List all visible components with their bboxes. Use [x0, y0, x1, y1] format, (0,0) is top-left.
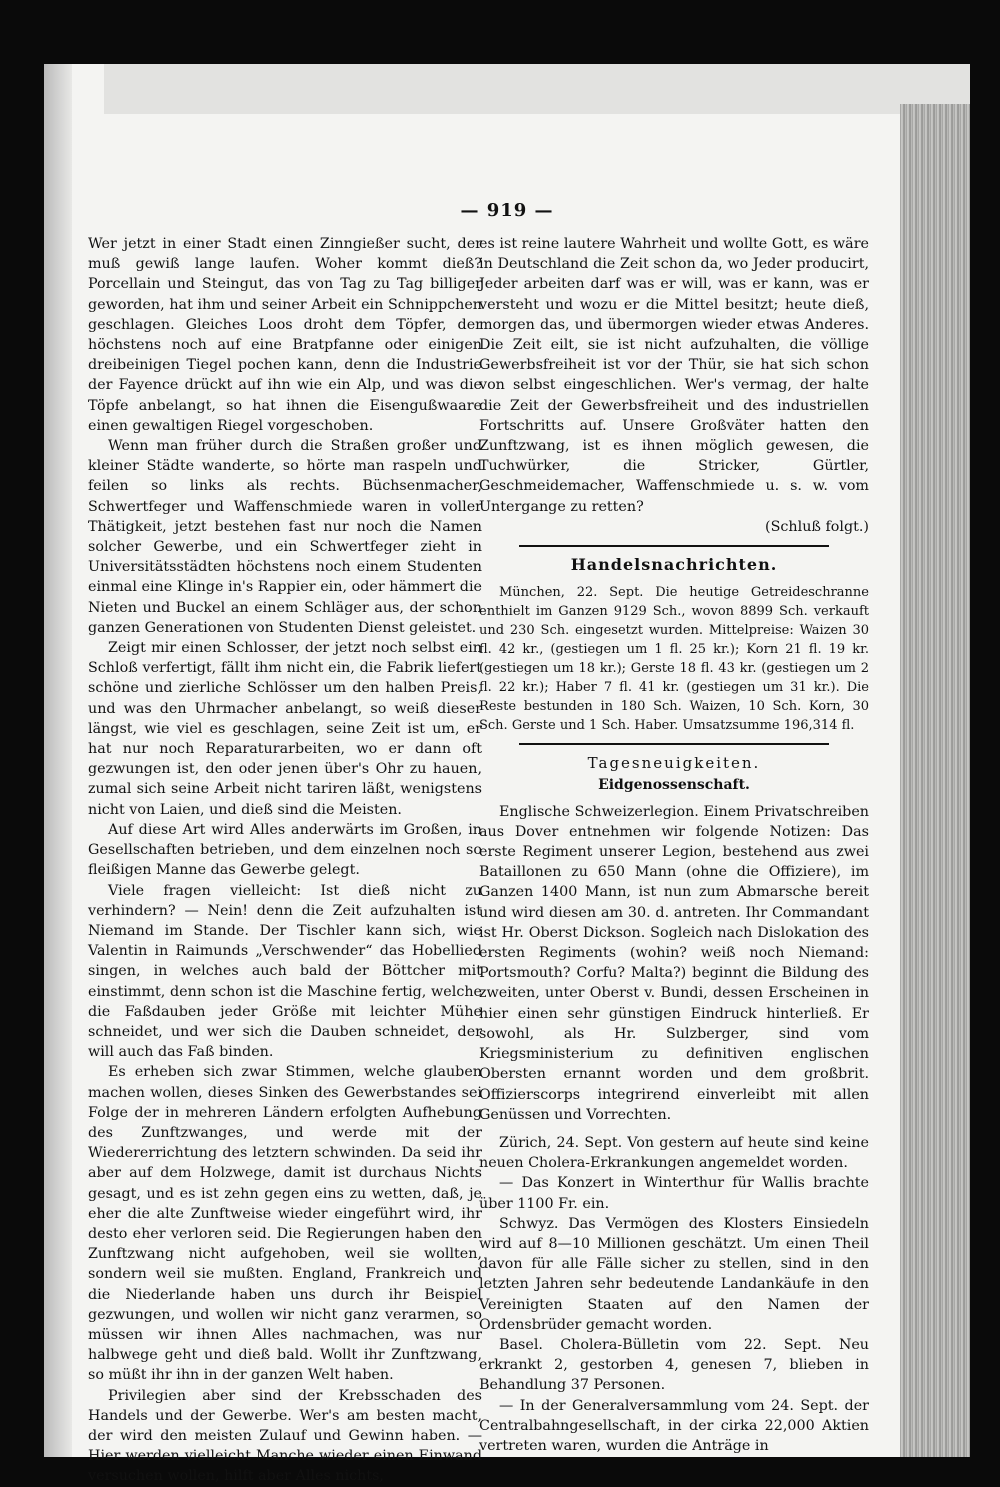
news-item: Englische Schweizerlegion. Einem Privatschreiben aus Dover entnehmen wir folgende Notizen: Das erste Regiment unserer Legion, bestehend aus zwei Bataillonen zu 650 Mann (ohne die Offiziere), im Ganzen 1400 Mann, ist nun zum Abmarsche bereit und wird diesen am 30. d. antreten. Ihr Commandant ist Hr. Oberst Dickson. Sogleich nach Dislokation des ersten Regiments (wohin? weiß noch Niemand: Portsmouth? Corfu? Malta?) beginnt die Bildung des zweiten, unter Oberst v. Bundi, dessen Erscheinen in hier einen sehr günstigen Eindruck hinterließ. Er sowohl, als Hr. Sulzberger, sind vom Kriegsministerium zu definitiven englischen Obersten ernannt worden und dem großbrit. Offizierscorps integrirend einverleibt mit allen Genüssen und Vorrechten. — [479, 803, 869, 1123]
page-number: — 919 — — [460, 200, 554, 221]
paragraph: Es erheben sich zwar Stimmen, welche glauben machen wollen, dieses Sinken des Gewerbstandes sei Folge der in mehreren Ländern erfolgten Aufhebung des Zunftzwanges, und werde mit der Wiedererrichtung des letztern schwinden. Da seid ihr aber auf dem Holzwege, damit ist durchaus Nichts gesagt, und es ist zehn gegen eins zu wetten, daß, je eher die alte Zunftweise wieder eingeführt wird, ihr desto eher verloren seid. Die Regierungen haben den Zunftzwang nicht aufgehoben, weil sie wollten, sondern weil sie mußten. England, Frankreich und die Niederlande haben uns durch ihr Beispiel gezwungen, und wollen wir nicht ganz verarmen, so müssen wir ihnen Alles nachmachen, was nur halbwege geht und dieß bald. Wollt ihr Zunftzwang, so müßt ihr ihn in der ganzen Welt haben. — [88, 1064, 482, 1384]
daily-news-heading: Tagesneuigkeiten. — [587, 754, 761, 773]
divider — [519, 743, 829, 745]
news-item: Basel. Cholera-Bülletin vom 22. Sept. Neu erkrankt 2, gestorben 4, genesen 7, blieben in Behandlung 37 Personen. — [479, 1336, 869, 1394]
trade-report: München, 22. Sept. Die heutige Getreideschranne enthielt im Ganzen 9129 Sch., wovon 8899 Sch. verkauft und 230 Sch. eingesetzt wurden. Mittelpreise: Waizen 30 fl. 42 kr., (gestiegen um 1 fl. 25 kr.); Korn 21 fl. 19 kr. (gestiegen um 18 kr.); Gerste 18 fl. 43 kr. (gestiegen um 2 fl. 22 kr.); Haber 7 fl. 41 kr. (gestiegen um 31 kr.). Die Reste bestunden in 180 Sch. Waizen, 10 Sch. Korn, 30 Sch. Gerste und 1 Sch. Haber. Umsatzsumme 196,314 fl. — [479, 585, 869, 734]
right-column — [479, 234, 869, 1456]
paragraph: Privilegien aber sind der Krebsschaden des Handels und der Gewerbe. Wer's am besten macht, der wird den meisten Zulauf und Gewinn haben. — Hier werden vielleicht Manche wieder einen Einwand versuchen wollen, hilft aber Alles nichts, — [88, 1387, 482, 1485]
paragraph: Wer jetzt in einer Stadt einen Zinngießer sucht, der muß gewiß lange laufen. Woher kommt dieß? Porcellain und Steingut, das von Tag zu Tag billiger geworden, hat ihm und seiner Arbeit ein Schnippchen geschlagen. Gleiches Loos droht dem Töpfer, der höchstens noch auf eine Bratpfanne oder einigen dreibeinigen Tiegel pochen kann, denn die Industrie der Fayence drückt auf ihn wie ein Alp, und was die Töpfe anbelangt, so hat ihnen die Eisengußwaare einen gewaltigen Riegel vorgeschoben. — [88, 236, 482, 434]
paragraph: Wenn man früher durch die Straßen großer und kleiner Städte wanderte, so hörte man raspeln und feilen so links als rechts. Büchsenmacher, Schwertfeger und Waffenschmiede waren in voller Thätigkeit, jetzt bestehen fast nur noch die Namen solcher Gewerbe, und ein Schwertfeger zieht in Universitätsstädten höchstens noch einem Studenten einmal eine Klinge in's Rappier ein, oder hämmert die Nieten und Buckel an einem Schläger aus, der schon ganzen Generationen von Studenten Dienst geleistet. — [88, 438, 482, 636]
paragraph: Viele fragen vielleicht: Ist dieß nicht zu verhindern? — Nein! denn die Zeit aufzuhalten ist Niemand im Stande. Der Tischler kann sich, wie Valentin in Raimunds „Verschwender“ das Hobellied singen, in welches auch bald der Böttcher mit einstimmt, denn schon ist die Maschine fertig, welche die Faßdauben jeder Größe mit leichter Mühe schneidet, und wer sich die Dauben schneidet, der will auch das Faß binden. — [88, 882, 482, 1061]
page-top-edge — [104, 64, 970, 114]
paragraph: Auf diese Art wird Alles anderwärts im Großen, in Gesellschaften betrieben, und dem einzelnen noch so fleißigen Manne das Gewerbe gelegt. — [88, 821, 482, 879]
newspaper-page — [44, 64, 970, 1485]
divider — [519, 545, 829, 547]
paragraph: es ist reine lautere Wahrheit und wollte Gott, es wäre in Deutschland die Zeit schon da, wo Jeder producirt, Jeder arbeiten darf was er will, was er kann, was er versteht und wozu er die Mittel besitzt; heute dieß, morgen das, und übermorgen wieder etwas Anderes. Die Zeit eilt, sie ist nicht aufzuhalten, die völlige Gewerbsfreiheit ist vor der Thür, sie hat sich schon von selbst eingeschlichen. Wer's vermag, der halte die Zeit der Gewerbsfreiheit und des industriellen Fortschritts auf. Unsere Großväter hatten den Zunftzwang, ist es ihnen möglich gewesen, die Tuchwürker, die Stricker, Gürtler, Geschmeidemacher, Waffenschmiede u. s. w. vom Untergange zu retten? — [479, 236, 869, 515]
left-column — [88, 234, 482, 1487]
continuation-note: (Schluß folgt.) — [765, 518, 869, 535]
trade-news-heading: Handelsnachrichten. — [570, 555, 778, 575]
book-spine — [44, 64, 72, 1457]
region-heading: Eidgenossenschaft. — [598, 777, 750, 794]
news-item: — In der Generalversammlung vom 24. Sept. der Centralbahngesellschaft, in der cirka 22,000 Aktien vertreten waren, wurden die Anträge in — [479, 1397, 869, 1454]
news-item: — Das Konzert in Winterthur für Wallis brachte über 1100 Fr. ein. — [479, 1175, 869, 1212]
paragraph: Zeigt mir einen Schlosser, der jetzt noch selbst ein Schloß verfertigt, fällt ihm nicht ein, die Fabrik liefert schöne und zierliche Schlösser um den halben Preis, und was den Uhrmacher anbelangt, so weiß dieser längst, wie viel es geschlagen, seine Zeit ist um, er hat nur noch Reparaturarbeiten, wo er dann oft gezwungen ist, den oder jenen über's Ohr zu hauen, zumal sich seine Arbeit nicht tariren läßt, wenigstens nicht von Laien, und dieß sind die Meisten. — [88, 640, 482, 818]
news-item: Zürich, 24. Sept. Von gestern auf heute sind keine neuen Cholera-Erkrankungen angemeldet worden. — [479, 1134, 869, 1172]
page-stack-edge — [900, 104, 970, 1457]
news-item: Schwyz. Das Vermögen des Klosters Einsiedeln wird auf 8—10 Millionen geschätzt. Um einen Theil davon für alle Fälle sicher zu stellen, sind in den letzten Jahren sehr bedeutende Landankäufe in den Vereinigten Staaten auf den Namen der Ordensbrüder gemacht worden. — [479, 1215, 869, 1333]
